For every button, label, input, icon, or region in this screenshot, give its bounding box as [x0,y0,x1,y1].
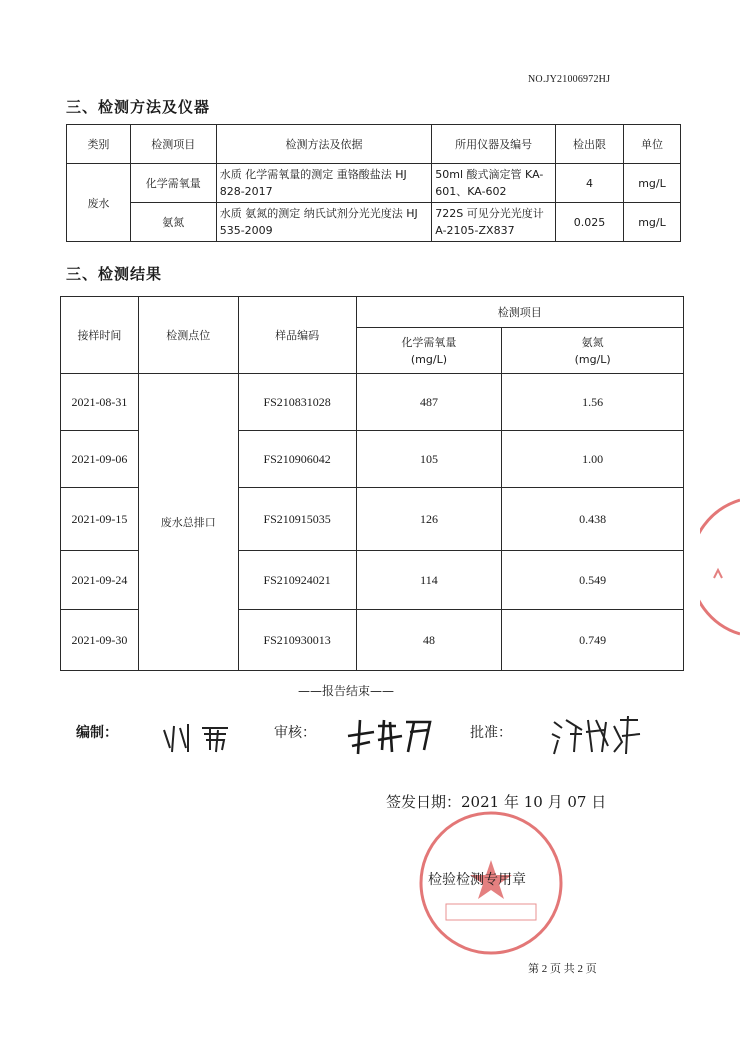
table-row [67,164,681,203]
unit-cell: mg/L [624,203,681,242]
method-cell: 水质 化学需氧量的测定 重铬酸盐法 HJ 828-2017 [216,164,432,203]
item-cell: 氨氮 [130,203,216,242]
cod-cell: 487 [356,374,502,431]
reviewer-label: 审核： [274,725,316,741]
results-header-row [61,297,684,328]
page-number: 第 2 页 共 2 页 [528,963,597,975]
nh3-cell: 0.438 [502,488,684,551]
results-table [60,296,684,671]
editor-label: 编制： [76,725,118,741]
methods-section-title: 三、检测方法及仪器 [66,98,211,116]
date-cell: 2021-08-31 [61,374,139,431]
sample-cell: FS210915035 [238,488,356,551]
table-row [61,374,684,431]
issue-date: 签发日期：2021 年 10 月 07 日 [386,793,607,811]
header-cod [356,328,502,374]
header-method: 检测方法及依据 [216,125,432,164]
header-nh3 [502,328,684,374]
cod-cell: 114 [356,551,502,610]
methods-table [66,124,681,242]
date-cell: 2021-09-06 [61,431,139,488]
sample-cell: FS210930013 [238,610,356,671]
item-cell: 化学需氧量 [130,164,216,203]
header-unit: 单位 [624,125,681,164]
report-number: NO.JY21006972HJ [528,74,611,85]
header-limit: 检出限 [556,125,624,164]
header-items: 检测项目 [356,297,683,328]
header-nh3-unit: (mg/L) [574,352,611,366]
nh3-cell: 0.549 [502,551,684,610]
nh3-cell: 0.749 [502,610,684,671]
header-time: 接样时间 [61,297,139,374]
sample-cell: FS210906042 [238,431,356,488]
date-cell: 2021-09-30 [61,610,139,671]
unit-cell: mg/L [624,164,681,203]
point-cell: 废水总排口 [138,374,238,671]
instrument-cell: 722S 可见分光光度计 A-2105-ZX837 [432,203,556,242]
header-sample: 样品编码 [238,297,356,374]
instrument-cell: 50ml 酸式滴定管 KA-601、KA-602 [432,164,556,203]
header-item: 检测项目 [130,125,216,164]
cod-cell: 48 [356,610,502,671]
cod-cell: 126 [356,488,502,551]
sample-cell: FS210924021 [238,551,356,610]
results-section-title: 三、检测结果 [66,265,163,283]
report-end-text: ——报告结束—— [298,684,395,698]
category-cell: 废水 [67,164,131,242]
header-instrument: 所用仪器及编号 [432,125,556,164]
header-nh3-label: 氨氮 [581,335,604,349]
date-cell: 2021-09-15 [61,488,139,551]
limit-cell: 4 [556,164,624,203]
approver-label: 批准： [470,725,512,741]
header-cod-unit: (mg/L) [410,352,447,366]
stamp-label: 检验检测专用章 [428,872,526,888]
date-cell: 2021-09-24 [61,551,139,610]
nh3-cell: 1.56 [502,374,684,431]
header-cod-label: 化学需氧量 [401,335,457,349]
cod-cell: 105 [356,431,502,488]
header-point: 检测点位 [138,297,238,374]
header-category: 类别 [67,125,131,164]
limit-cell: 0.025 [556,203,624,242]
reviewer-signature [344,714,436,758]
side-seal-fragment [700,498,740,638]
table-row [67,203,681,242]
sample-cell: FS210831028 [238,374,356,431]
method-cell: 水质 氨氮的测定 纳氏试剂分光光度法 HJ 535-2009 [216,203,432,242]
nh3-cell: 1.00 [502,431,684,488]
approver-signature [548,712,644,758]
editor-signature [158,718,238,756]
methods-header-row [67,125,681,164]
